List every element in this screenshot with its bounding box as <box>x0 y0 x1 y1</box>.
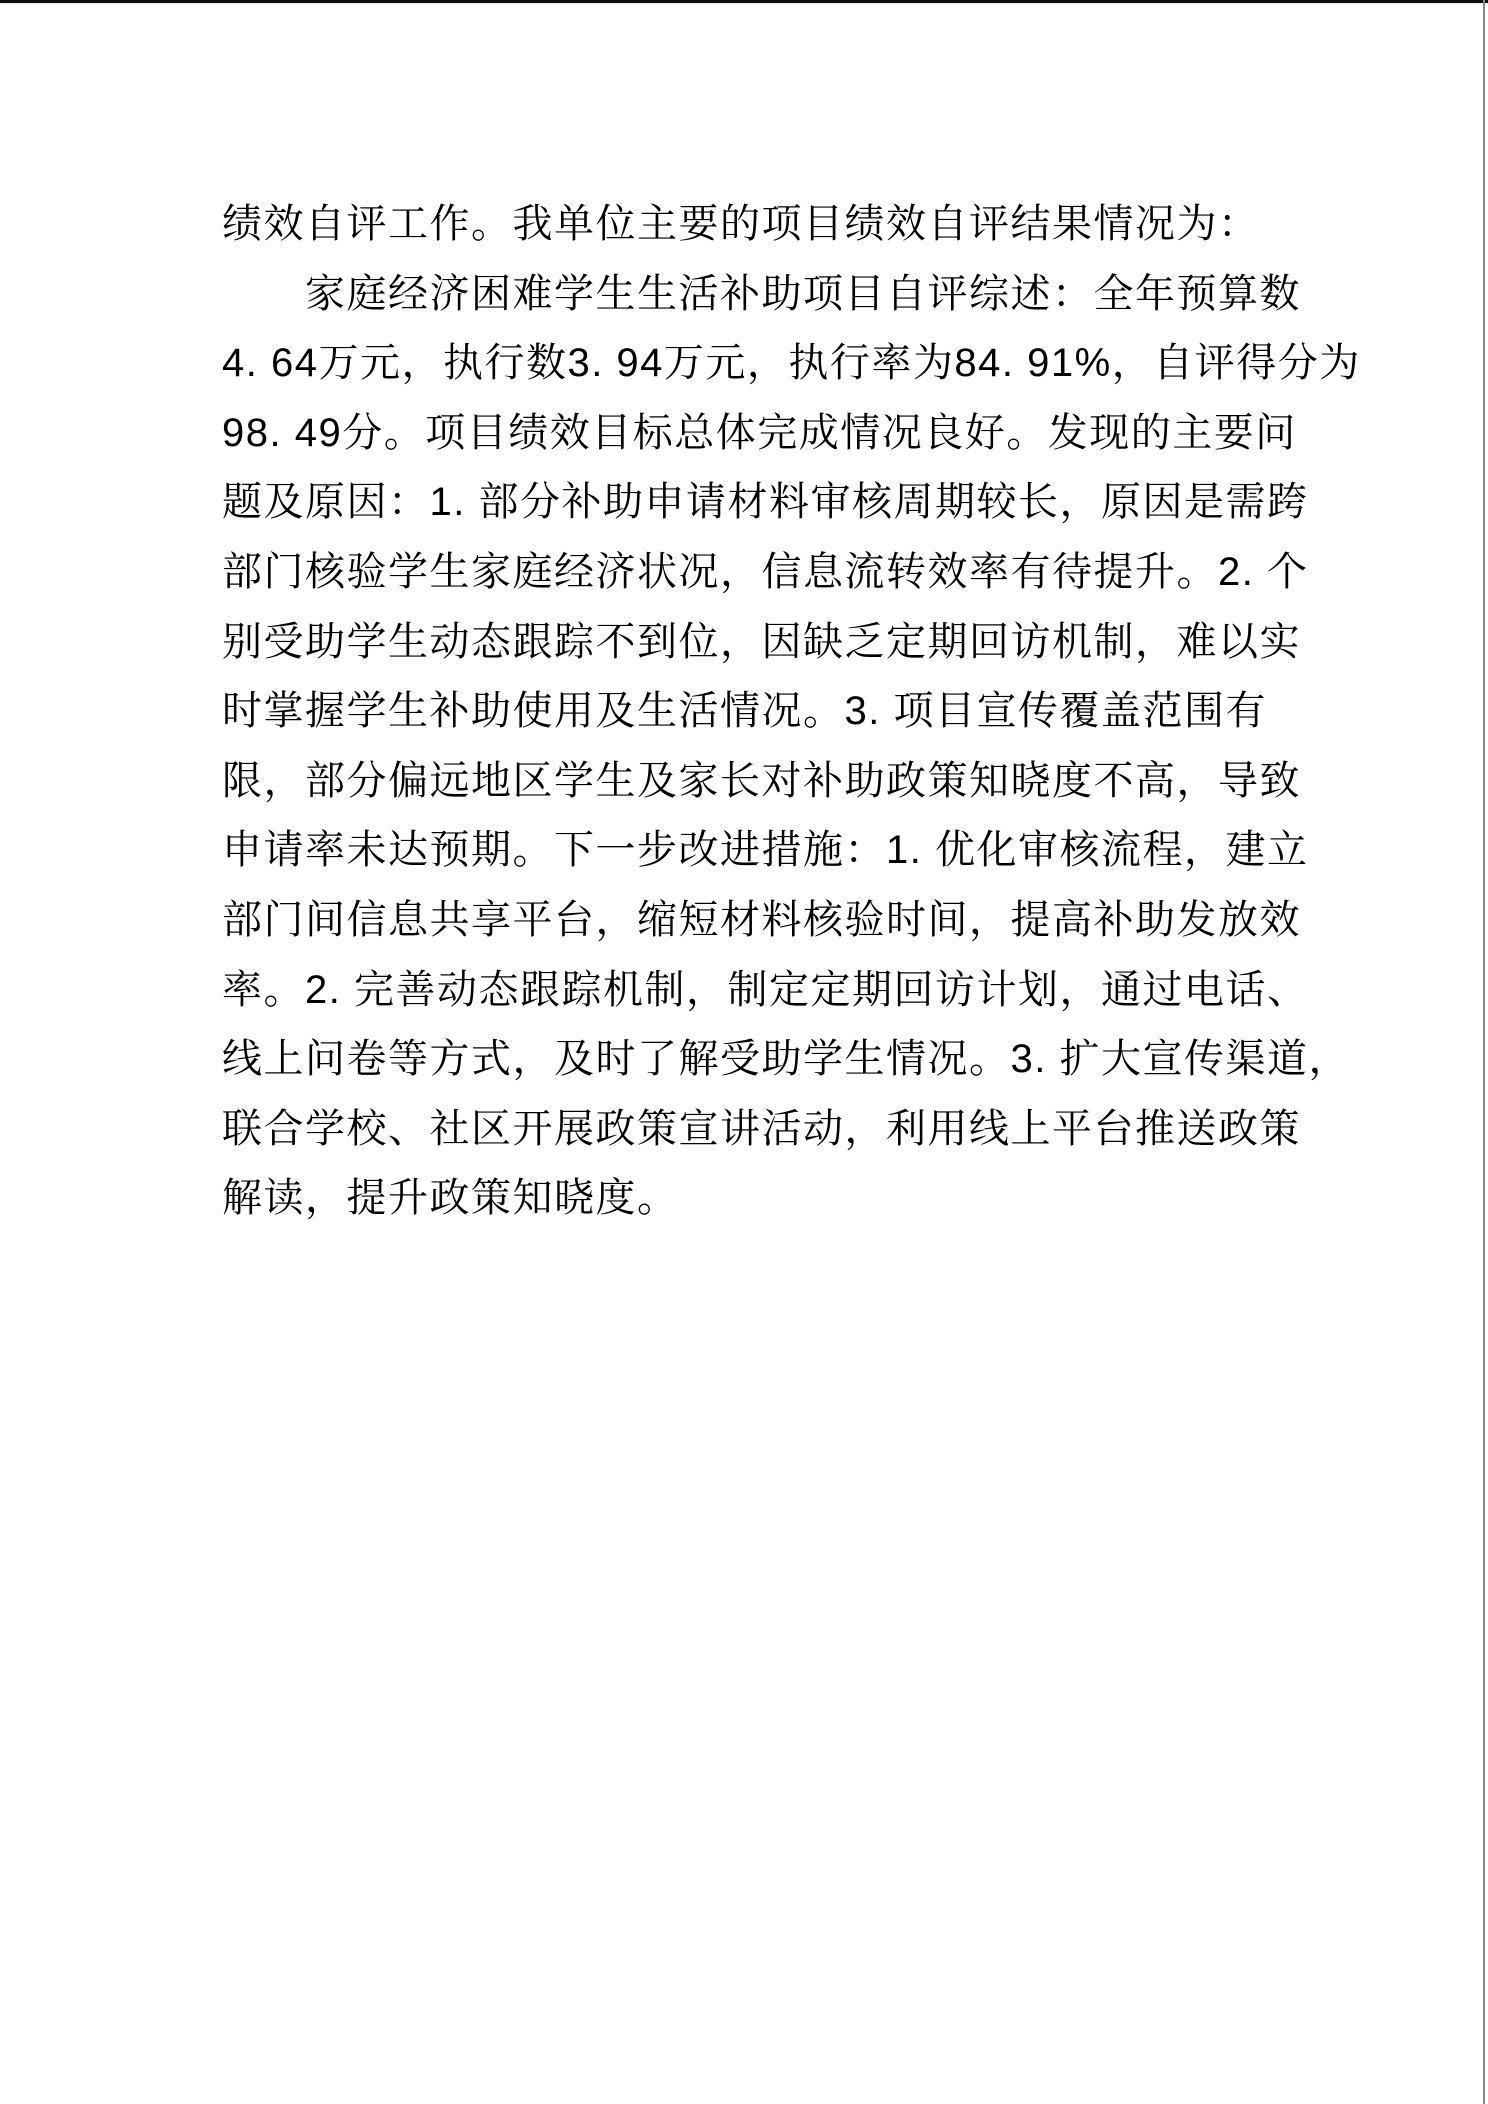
text-line: 4. 64万元，执行数3. 94万元，执行率为84. 91%，自评得分为 <box>222 341 1361 386</box>
text-line: 线上问卷等方式，及时了解受助学生情况。3. 扩大宣传渠道， <box>222 1037 1350 1082</box>
text-line: 别受助学生动态跟踪不到位，因缺乏定期回访机制，难以实 <box>222 619 1301 664</box>
window-top-edge <box>0 0 1488 4</box>
text-line: 时掌握学生补助使用及生活情况。3. 项目宣传覆盖范围有 <box>222 689 1267 734</box>
text-line: 部门核验学生家庭经济状况，信息流转效率有待提升。2. 个 <box>222 549 1309 594</box>
text-line: 部门间信息共享平台，缩短材料核验时间，提高补助发放效 <box>222 897 1301 942</box>
text-line: 申请率未达预期。下一步改进措施：1. 优化审核流程，建立 <box>222 828 1309 873</box>
text-line: 联合学校、社区开展政策宣讲活动，利用线上平台推送政策 <box>222 1106 1301 1151</box>
document-body-text <box>222 190 1361 1234</box>
text-line: 家庭经济困难学生生活补助项目自评综述：全年预算数 <box>305 271 1301 316</box>
page-right-edge-line <box>1483 0 1485 2104</box>
text-line: 限，部分偏远地区学生及家长对补助政策知晓度不高，导致 <box>222 758 1301 803</box>
text-line: 绩效自评工作。我单位主要的项目绩效自评结果情况为： <box>222 202 1260 246</box>
text-line: 解读，提升政策知晓度。 <box>222 1176 679 1221</box>
text-line: 率。2. 完善动态跟踪机制，制定定期回访计划，通过电话、 <box>222 967 1309 1012</box>
text-line: 98. 49分。项目绩效目标总体完成情况良好。发现的主要问 <box>222 410 1297 455</box>
text-line: 题及原因：1. 部分补助申请材料审核周期较长，原因是需跨 <box>222 480 1309 525</box>
